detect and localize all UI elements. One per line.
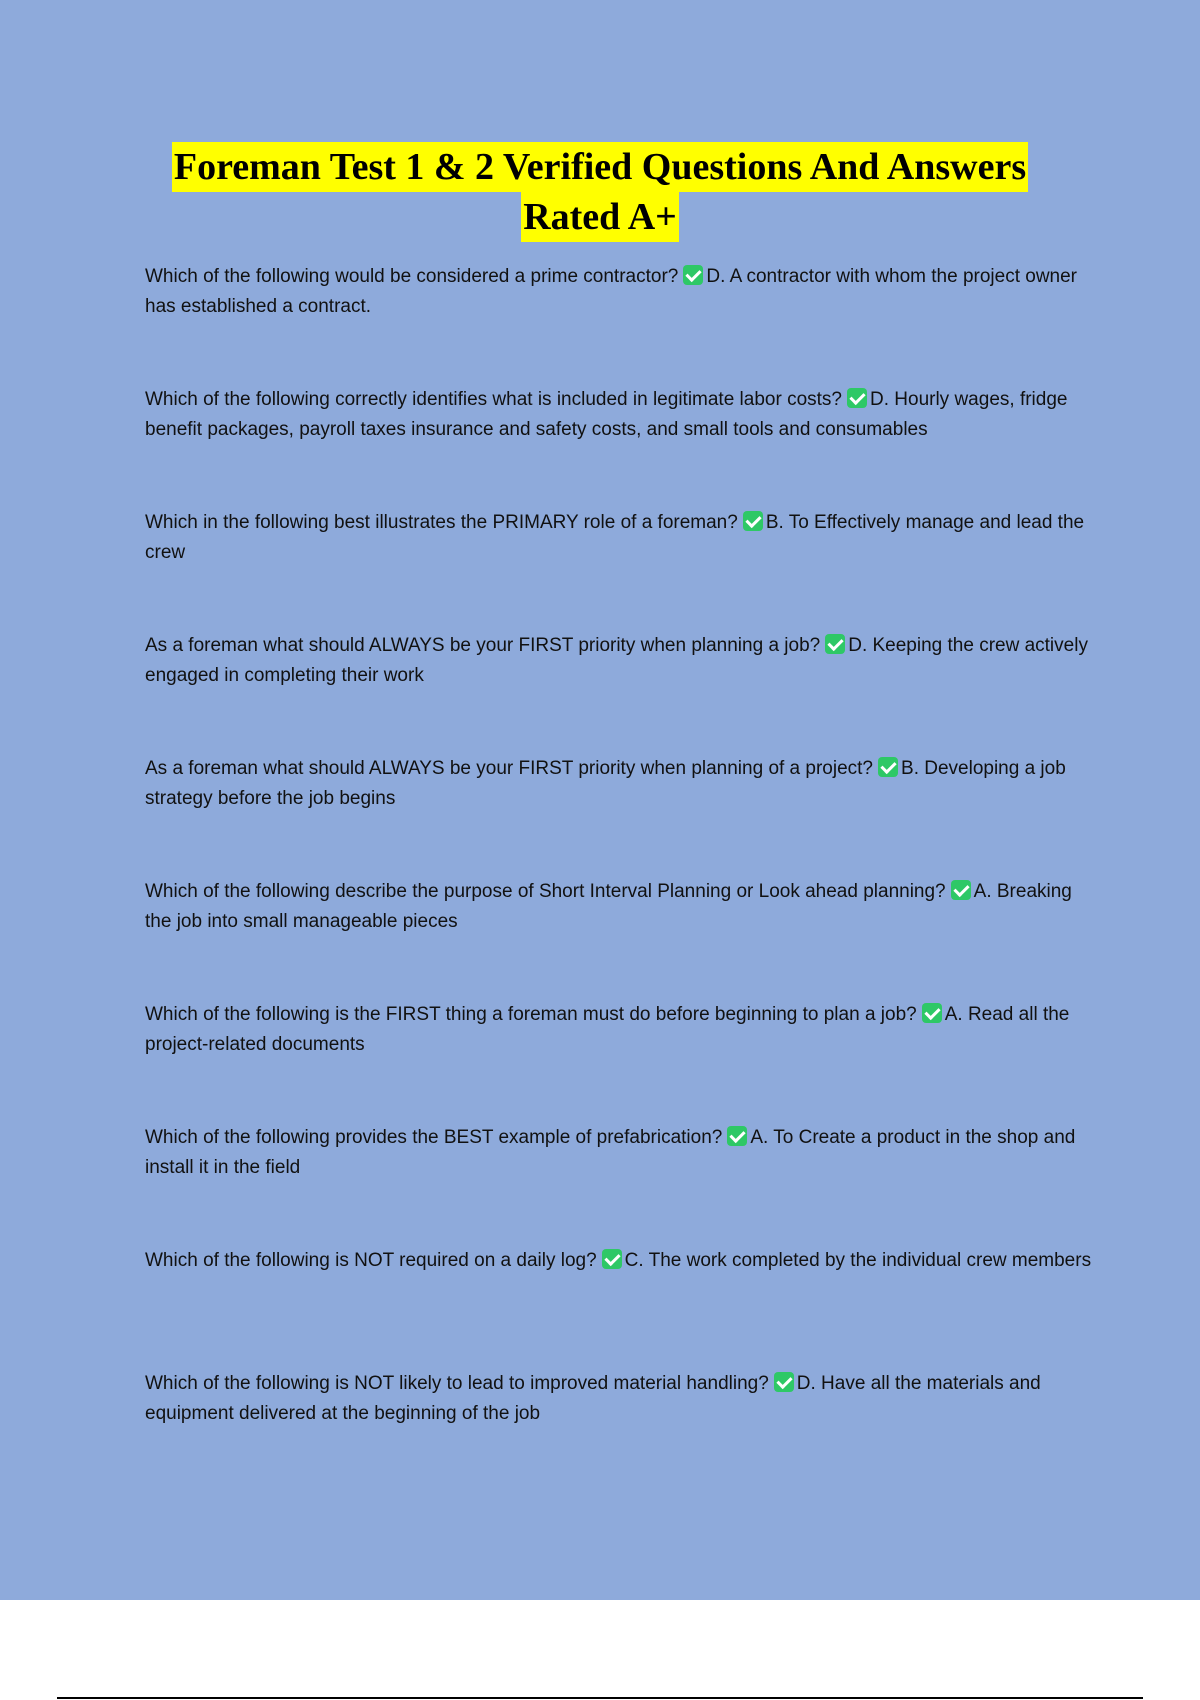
question-text: Which of the following is NOT required on a daily log? (145, 1250, 597, 1271)
answer-text: B. To Effectively manage and lead the crew (145, 512, 1085, 563)
qa-item (145, 877, 1095, 1000)
qa-item (145, 385, 1095, 508)
check-mark-icon (951, 880, 971, 900)
answer-text: D. Keeping the crew actively engaged in completing their work (145, 635, 1088, 686)
answer-text: D. Hourly wages, fridge benefit packages, payroll taxes insurance and safety costs, and small tools and consumables (145, 389, 1068, 440)
qa-item (145, 1000, 1095, 1123)
check-mark-icon (774, 1372, 794, 1392)
question-text: Which of the following provides the BEST example of prefabrication? (145, 1127, 723, 1148)
qa-item (145, 754, 1095, 877)
footer-divider (57, 1697, 1143, 1699)
answer-text: D. Have all the materials and equipment delivered at the beginning of the job (145, 1373, 1041, 1424)
answer-text: B. Developing a job strategy before the job begins (145, 758, 1066, 809)
question-text: As a foreman what should ALWAYS be your FIRST priority when planning of a project? (145, 758, 874, 779)
document-title (0, 142, 1200, 242)
check-mark-icon (825, 634, 845, 654)
answer-text: A. To Create a product in the shop and install it in the field (145, 1127, 1076, 1178)
check-mark-icon (847, 388, 867, 408)
answer-text: D. A contractor with whom the project owner has established a contract. (145, 266, 1078, 317)
qa-item (145, 1369, 1095, 1492)
check-mark-icon (878, 757, 898, 777)
answer-text: A. Breaking the job into small manageable pieces (145, 881, 1072, 932)
check-mark-icon (743, 511, 763, 531)
title-line-1: Foreman Test 1 & 2 Verified Questions And Answers (172, 142, 1028, 192)
qa-item (145, 508, 1095, 631)
question-text: As a foreman what should ALWAYS be your FIRST priority when planning a job? (145, 635, 821, 656)
qa-item (145, 631, 1095, 754)
question-text: Which of the following correctly identifies what is included in legitimate labor costs? (145, 389, 842, 410)
answer-text: C. The work completed by the individual crew members (624, 1250, 1092, 1271)
question-text: Which of the following describe the purpose of Short Interval Planning or Look ahead planning? (145, 881, 946, 902)
check-mark-icon (922, 1003, 942, 1023)
qa-item (145, 1123, 1095, 1246)
answer-text: A. Read all the project-related documents (145, 1004, 1070, 1055)
check-mark-icon (683, 265, 703, 285)
question-text: Which in the following best illustrates the PRIMARY role of a foreman? (145, 512, 738, 533)
title-line-2: Rated A+ (521, 192, 679, 242)
question-text: Which of the following would be considered a prime contractor? (145, 266, 679, 287)
question-answer-list (145, 262, 1095, 1492)
question-text: Which of the following is NOT likely to lead to improved material handling? (145, 1373, 769, 1394)
qa-item (145, 1246, 1095, 1369)
qa-item (145, 262, 1095, 385)
check-mark-icon (602, 1249, 622, 1269)
question-text: Which of the following is the FIRST thing a foreman must do before beginning to plan a job? (145, 1004, 917, 1025)
check-mark-icon (727, 1126, 747, 1146)
